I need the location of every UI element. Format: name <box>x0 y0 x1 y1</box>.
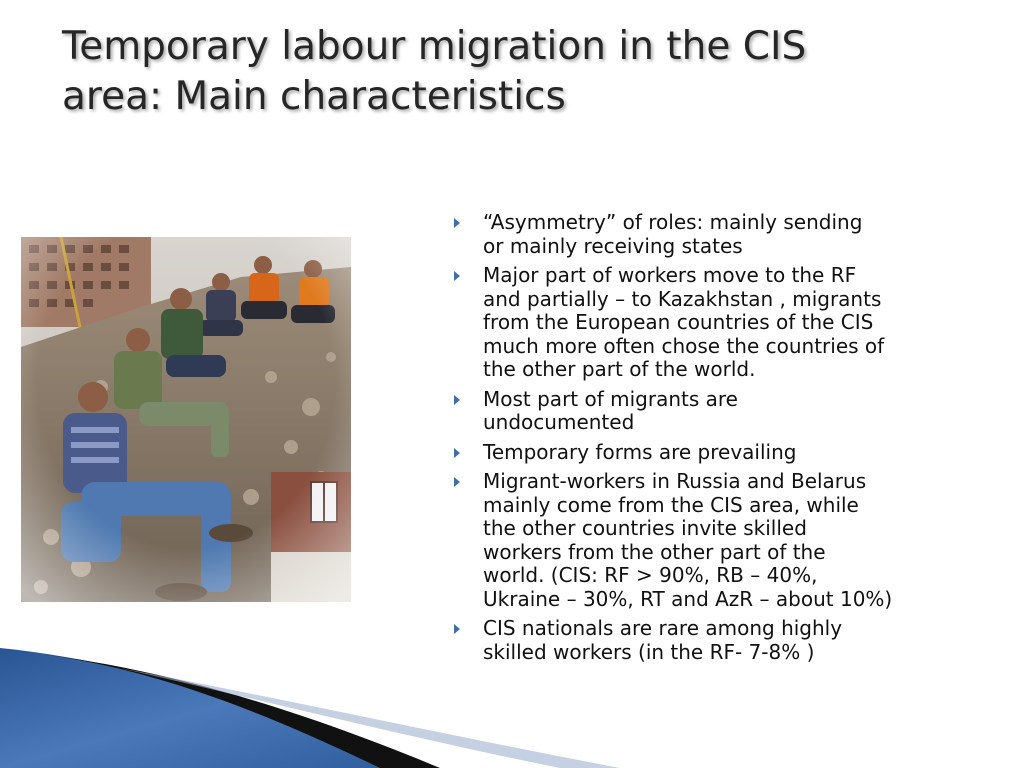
bullet-text: Major part of workers move to the RF and partially – to Kazakhstan , migrants from the European countries of the CIS much more often chose the countries of the other part of the world. <box>483 263 885 381</box>
bullet-list <box>452 211 992 670</box>
bullet-item <box>452 441 992 465</box>
bullet-text: Most part of migrants are undocumented <box>483 386 738 434</box>
photo-of-seated-workers-icon <box>21 237 351 602</box>
slide-title-line-2: area: Main characteristics <box>62 74 566 119</box>
triangle-bullet-icon <box>454 448 460 458</box>
slide-title <box>62 22 962 122</box>
bullet-item <box>452 470 992 611</box>
bullet-text: Temporary forms are prevailing <box>483 439 797 464</box>
workers-photo <box>21 237 351 602</box>
bullet-item <box>452 388 992 435</box>
bullet-item <box>452 211 992 258</box>
triangle-bullet-icon <box>454 395 460 405</box>
slide-title-line-1: Temporary labour migration in the CIS <box>62 24 807 69</box>
corner-swoosh-decoration <box>0 640 1024 768</box>
bullet-item <box>452 264 992 382</box>
bullet-text: CIS nationals are rare among highly skilled workers (in the RF- 7-8% ) <box>483 616 843 664</box>
triangle-bullet-icon <box>454 271 460 281</box>
bullet-text: Migrant-workers in Russia and Belarus mainly come from the CIS area, while the other countries invite skilled workers from the other part of the world. (CIS: RF > 90%, RB – 40%, Ukraine – 30%, RT and AzR – about 10%) <box>483 469 893 611</box>
triangle-bullet-icon <box>454 218 460 228</box>
bullet-text: “Asymmetry” of roles: mainly sending or mainly receiving states <box>483 210 863 258</box>
triangle-bullet-icon <box>454 477 460 487</box>
triangle-bullet-icon <box>454 624 460 634</box>
